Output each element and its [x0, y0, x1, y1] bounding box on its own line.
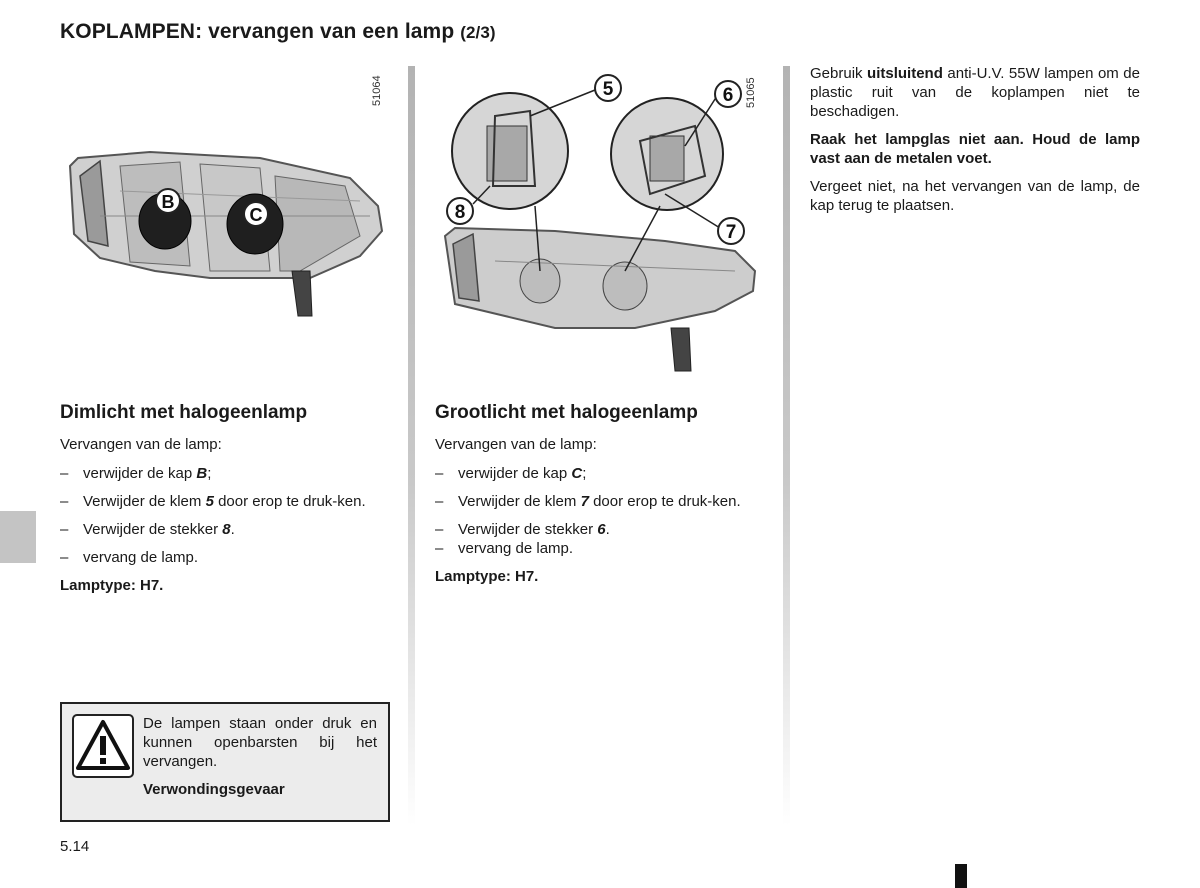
- dipped-beam-lamptype: Lamptype: H7.: [60, 577, 164, 594]
- page-end-mark: [955, 864, 967, 888]
- callout-7: 7: [725, 222, 737, 243]
- page-title: [60, 20, 496, 44]
- figure-code-middle: 51065: [745, 77, 757, 108]
- dipped-beam-section: [60, 402, 390, 595]
- notes-section: [810, 64, 1140, 215]
- headlight-figure-dipped: [60, 66, 390, 366]
- list-item: – Verwijder de stekker 8.: [60, 521, 235, 538]
- warning-bold-text: Verwondingsgevaar: [143, 781, 285, 798]
- list-item: – vervang de lamp.: [60, 549, 199, 566]
- column-separator-right: [783, 66, 790, 826]
- callout-b: B: [161, 192, 175, 212]
- list-item: – verwijder de kap C;: [435, 465, 587, 482]
- dipped-beam-intro: Vervangen van de lamp:: [60, 436, 222, 453]
- list-item: – verwijder de kap B;: [60, 465, 212, 482]
- warning-box: [60, 702, 390, 822]
- main-beam-heading: Grootlicht met halogeenlamp: [435, 402, 698, 423]
- page-title-suffix: (2/3): [460, 23, 496, 42]
- figure-code-left: 51064: [371, 75, 383, 106]
- warning-text: De lampen staan onder druk en kunnen openbarsten bij het vervangen.: [143, 715, 377, 770]
- page-title-text: KOPLAMPEN: vervangen van een lamp: [60, 20, 455, 43]
- column-separator-left: [408, 66, 415, 826]
- callout-c: C: [249, 205, 263, 225]
- list-item: – Verwijder de stekker 6.: [435, 521, 610, 538]
- list-item: – Verwijder de klem 5 door erop te druk-ken.: [60, 493, 366, 510]
- main-beam-intro: Vervangen van de lamp:: [435, 436, 597, 453]
- list-item: – Verwijder de klem 7 door erop te druk-ken.: [435, 493, 741, 510]
- page-number: 5.14: [60, 838, 90, 855]
- callout-6: 6: [722, 85, 734, 106]
- note-replace-cover: Vergeet niet, na het vervangen van de lamp, de kap terug te plaatsen.: [810, 178, 1140, 214]
- callout-5: 5: [602, 79, 614, 100]
- headlight-figure-main-beam: [435, 66, 765, 376]
- main-beam-section: [435, 402, 765, 586]
- note-do-not-touch-glass: Raak het lampglas niet aan. Houd de lamp vast aan de metalen voet.: [810, 131, 1140, 167]
- warning-icon: [72, 714, 134, 778]
- dipped-beam-heading: Dimlicht met halogeenlamp: [60, 402, 308, 423]
- main-beam-lamptype: Lamptype: H7.: [435, 568, 539, 585]
- callout-8: 8: [454, 202, 466, 223]
- note-uv-lamps: Gebruik uitsluitend anti-U.V. 55W lampen om de plastic ruit van de koplampen niet te beschadigen.: [810, 65, 1140, 120]
- list-item: – vervang de lamp.: [435, 540, 574, 557]
- chapter-side-tab: [0, 511, 36, 563]
- headlight-illustration-middle: [435, 66, 765, 376]
- headlight-illustration-left: [60, 66, 390, 366]
